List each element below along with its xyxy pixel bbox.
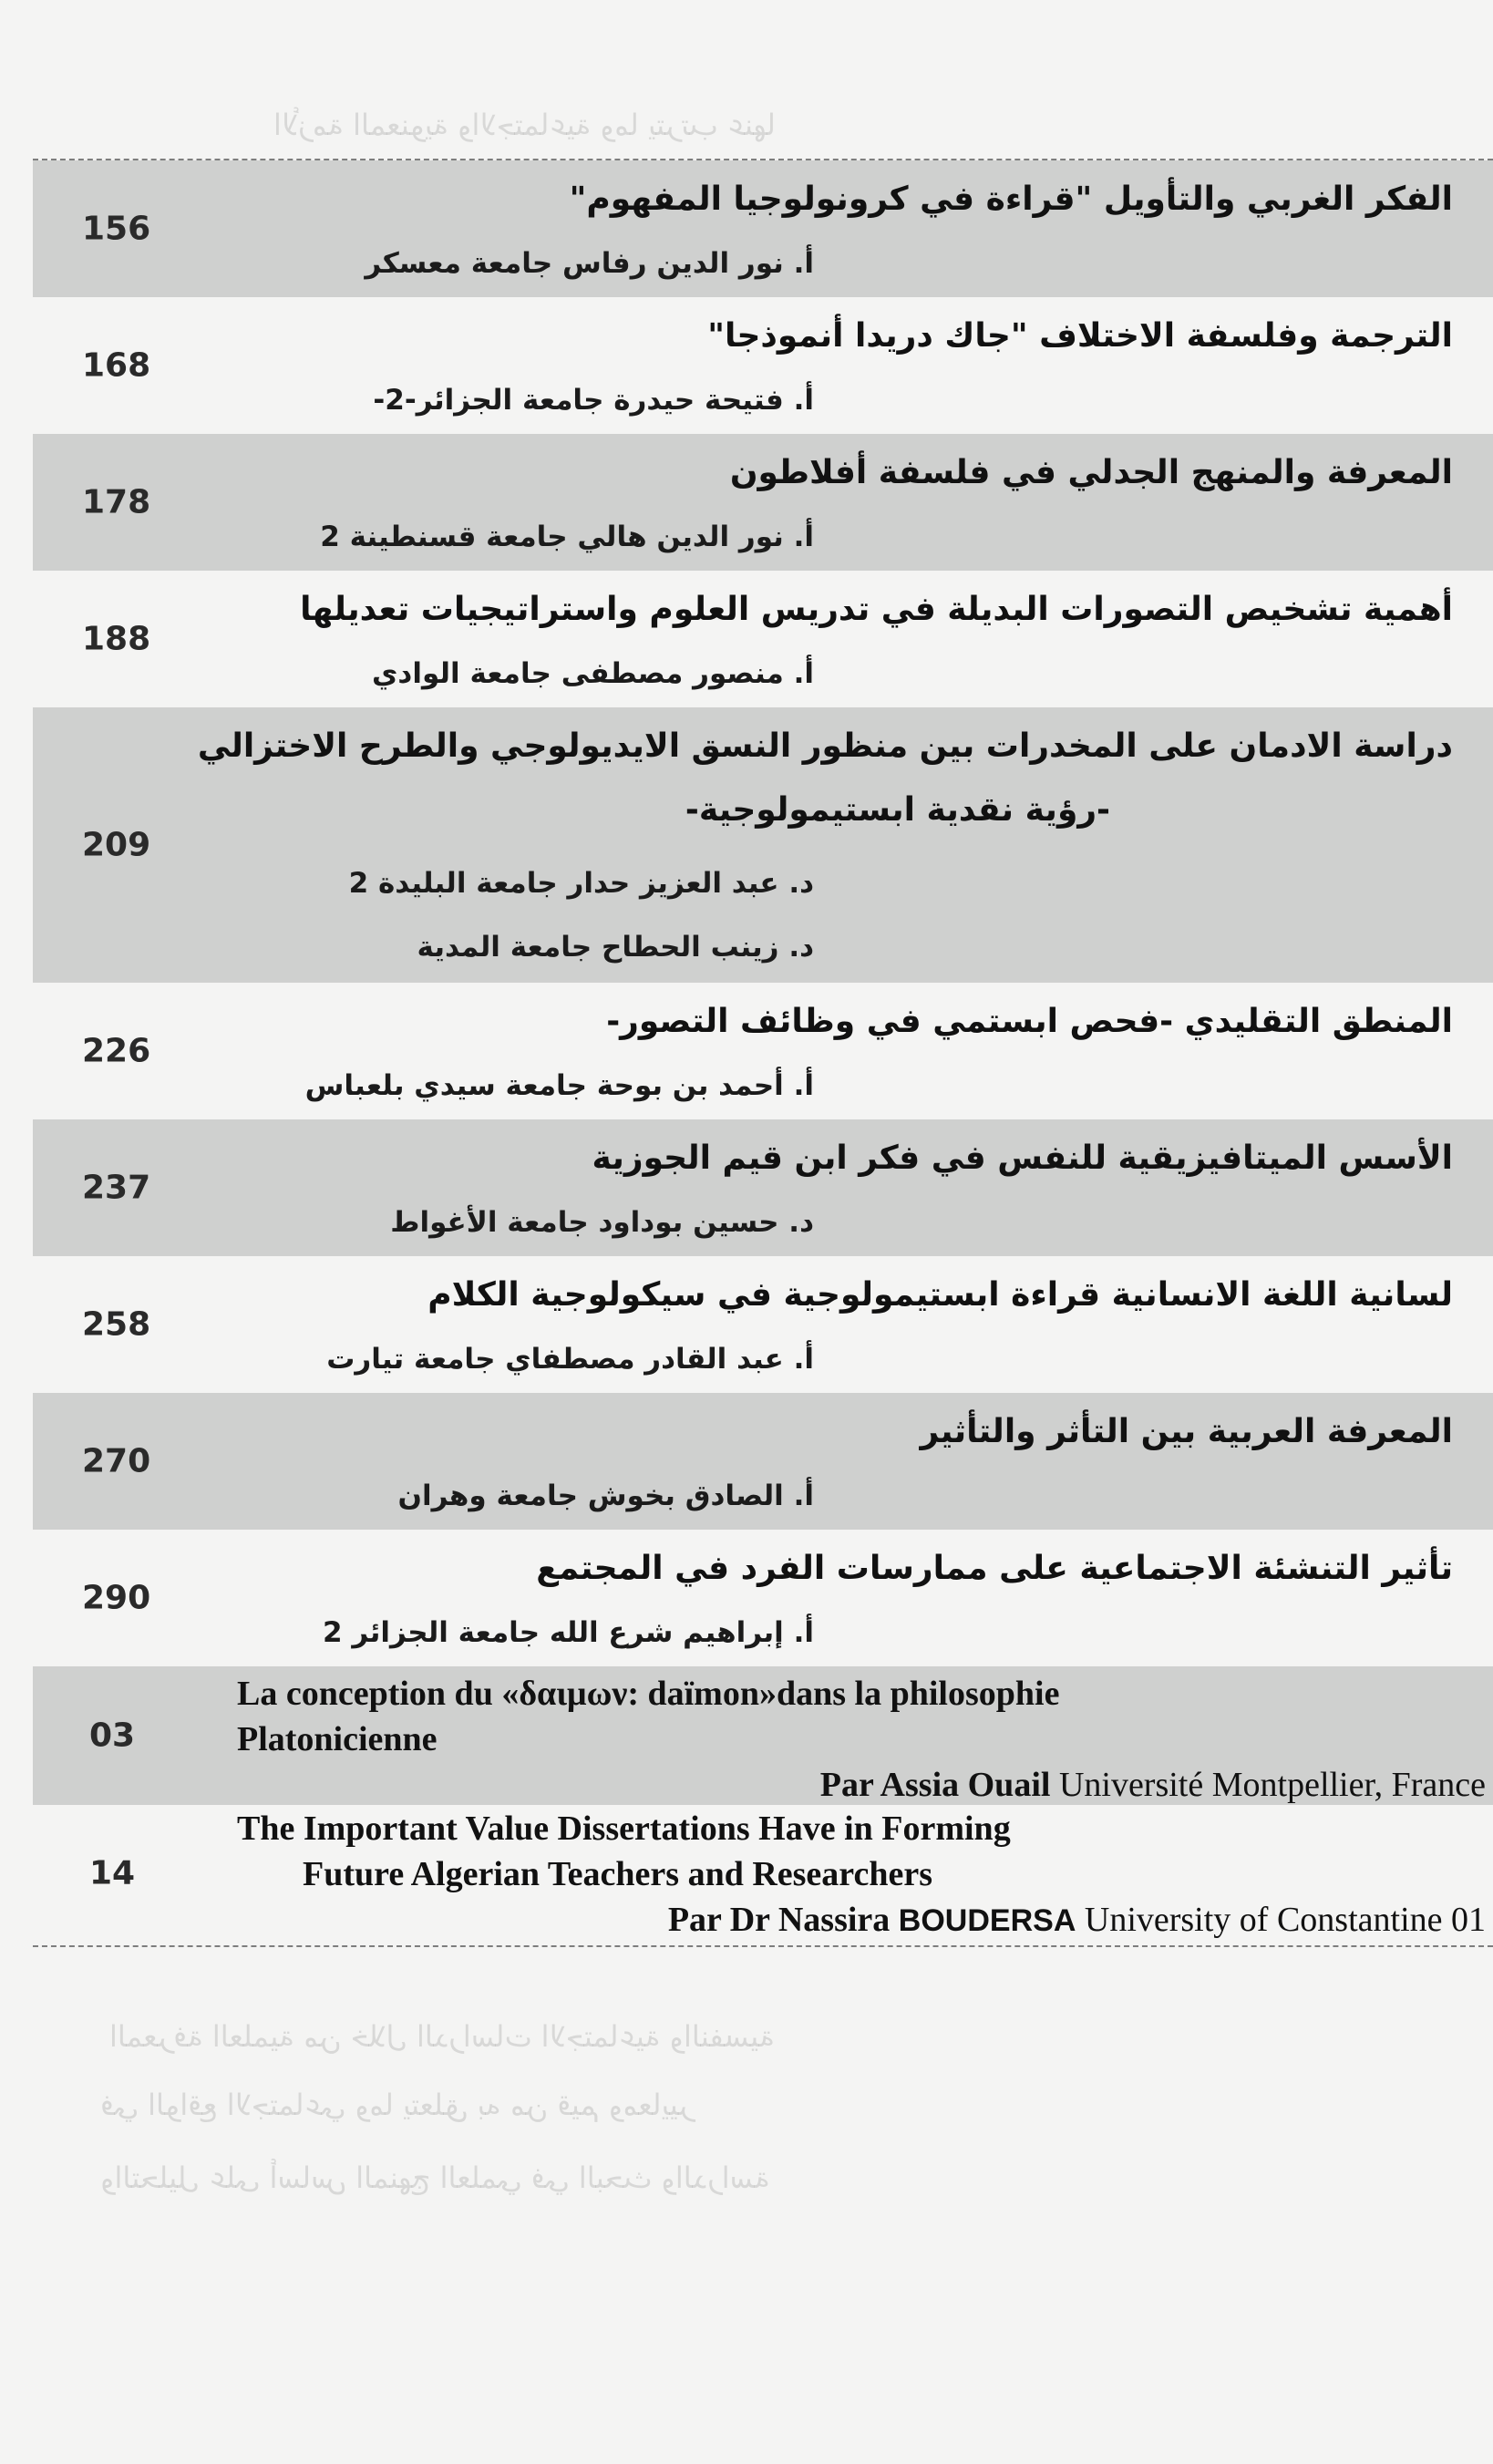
entry-title: دراسة الادمان على المخدرات بين منظور النسق الايديولوجي والطرح الاختزالي (197, 727, 1453, 765)
bleed-through-text: المعرفة العلمية من خلال الدراسات الاجتماعية والنفسية (109, 2019, 775, 2054)
toc-entry[interactable] (33, 571, 1493, 707)
toc-entry[interactable] (33, 1530, 1493, 1666)
entry-author: أ. أحمد بن بوحة جامعة سيدي بلعباس (304, 1069, 814, 1102)
entry-author (668, 1900, 1486, 1940)
page-number: 14 (89, 1854, 136, 1892)
entry-subtitle: -رؤية نقدية ابستيمولوجية- (685, 791, 1110, 829)
page-number: 237 (82, 1169, 151, 1207)
toc-entry[interactable] (33, 1393, 1493, 1530)
page-number: 290 (82, 1579, 151, 1617)
bleed-through-text: الأزمة المعنوية والاجتماعية وما يترتب عنها (273, 108, 776, 142)
page-number: 178 (82, 483, 151, 521)
entry-author: أ. عبد القادر مصطفاي جامعة تيارت (326, 1343, 814, 1376)
page-number: 156 (82, 210, 151, 248)
entry-author: أ. منصور مصطفى جامعة الوادي (372, 657, 814, 690)
bleed-through-text: والتحليل على أساس المنهج العلمي في البحث والدراسة (100, 2160, 770, 2195)
toc-entry[interactable] (33, 707, 1493, 983)
author-affiliation: Université Montpellier, France (1058, 1766, 1486, 1804)
entry-title-line2: Future Algerian Teachers and Researchers (303, 1855, 932, 1893)
entry-author: د. زينب الحطاح جامعة المدية (417, 931, 814, 964)
page-number: 226 (82, 1032, 151, 1070)
toc-entry-foreign[interactable] (33, 1805, 1493, 1942)
toc-entry[interactable] (33, 1119, 1493, 1256)
page-number: 270 (82, 1442, 151, 1480)
entry-author: د. عبد العزيز حدار جامعة البليدة 2 (348, 867, 814, 900)
entry-title: أهمية تشخيص التصورات البديلة في تدريس العلوم واستراتيجيات تعديلها (300, 591, 1453, 628)
toc-entry[interactable] (33, 297, 1493, 434)
entry-author: أ. إبراهيم شرع الله جامعة الجزائر 2 (323, 1616, 814, 1649)
author-surname: BOUDERSA (898, 1903, 1076, 1938)
entry-title: المعرفة العربية بين التأثر والتأثير (920, 1413, 1453, 1450)
entry-title: تأثير التنشئة الاجتماعية على ممارسات الفرد في المجتمع (536, 1550, 1453, 1587)
entry-author: أ. فتيحة حيدرة جامعة الجزائر-2- (373, 384, 814, 417)
entry-author: أ. نور الدين هالي جامعة قسنطينة 2 (320, 521, 814, 553)
bottom-dashed-rule (33, 1945, 1493, 1947)
entry-title: المعرفة والمنهج الجدلي في فلسفة أفلاطون (729, 454, 1453, 491)
entry-title: The Important Value Dissertations Have in Forming (237, 1809, 1011, 1848)
entry-title: الأسس الميتافيزيقية للنفس في فكر ابن قيم الجوزية (592, 1139, 1453, 1177)
toc-entry[interactable] (33, 983, 1493, 1119)
entry-author: د. حسين بوداود جامعة الأغواط (390, 1206, 814, 1239)
entry-title-line2: Platonicienne (237, 1720, 438, 1758)
toc-entry[interactable] (33, 1256, 1493, 1393)
entry-title: الفكر الغربي والتأويل "قراءة في كرونولوجيا المفهوم" (569, 180, 1453, 218)
entry-author: أ. نور الدين رفاس جامعة معسكر (365, 247, 814, 280)
author-name: Par Dr Nassira (667, 1901, 891, 1939)
table-of-contents (33, 160, 1493, 1942)
page-number: 03 (89, 1717, 136, 1755)
toc-entry-foreign[interactable] (33, 1666, 1493, 1805)
page-number: 168 (82, 346, 151, 385)
entry-title: الترجمة وفلسفة الاختلاف "جاك دريدا أنموذجا" (707, 317, 1453, 355)
bleed-through-text: في الواقع الاجتماعي وما يتعلق به من قيم ومعايير (100, 2088, 695, 2122)
entry-title: المنطق التقليدي -فحص ابستمي في وظائف التصور- (606, 1003, 1453, 1040)
page-number: 258 (82, 1305, 151, 1344)
page-number: 188 (82, 620, 151, 658)
entry-title: La conception du «δαιμων: daïmon»dans la philosophie (237, 1675, 1060, 1713)
entry-title: لسانية اللغة الانسانية قراءة ابستيمولوجية في سيكولوجية الكلام (427, 1276, 1453, 1314)
page-number: 209 (82, 826, 151, 864)
toc-entry[interactable] (33, 434, 1493, 571)
author-affiliation: University of Constantine 01 (1084, 1901, 1486, 1939)
author-name: Par Assia Ouail (819, 1766, 1051, 1804)
toc-entry[interactable] (33, 160, 1493, 297)
entry-author (820, 1765, 1486, 1805)
entry-author: أ. الصادق بخوش جامعة وهران (397, 1479, 814, 1512)
